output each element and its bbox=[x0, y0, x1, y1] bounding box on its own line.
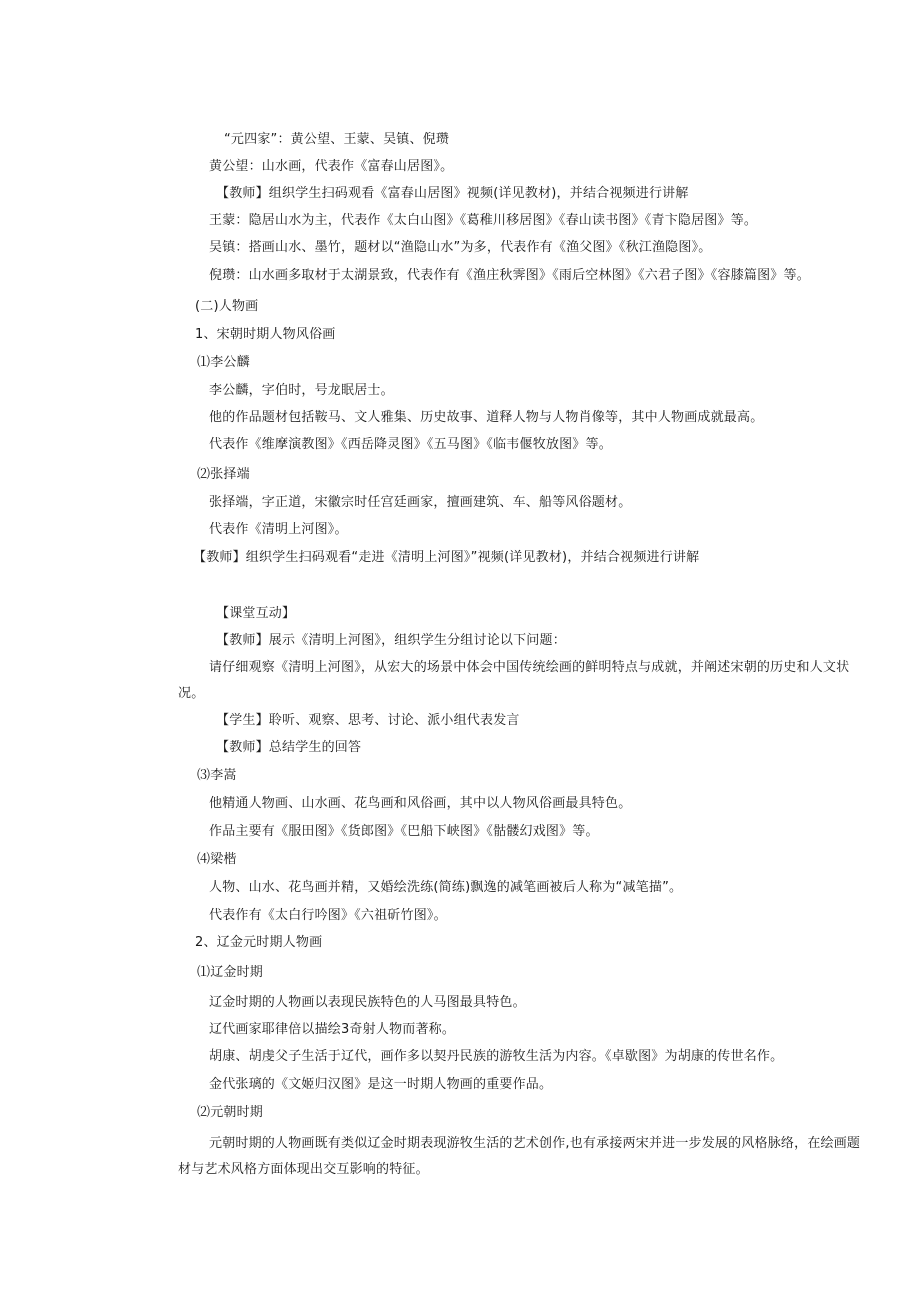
text-paragraph: 元朝时期的人物画既有类似辽金时期表现游牧生活的艺术创作,也有承接两宋并进一步发展的风格脉络，在绘画题材与艺术风格方面体现出交互影响的特征。 bbox=[178, 1136, 861, 1177]
text-line: 人物、山水、花鸟画并精，又婚绘洗练(简练)飘逸的减笔画被后人称为“减笔描”。 bbox=[209, 880, 683, 895]
section-heading: (二)人物画 bbox=[195, 299, 259, 314]
text-line: 他精通人物画、山水画、花鸟画和风俗画，其中以人物风俗画最具特色。 bbox=[209, 796, 632, 811]
text-line: 【课堂互动】 bbox=[216, 606, 296, 621]
subsection-heading: 1、宋朝时期人物风俗画 bbox=[195, 327, 336, 342]
text-paragraph: 请仔细观察《清明上河图》，从宏大的场景中体会中国传统绘画的鲜明特点与成就，并阐述宋朝的历史和人文状况。 bbox=[178, 660, 850, 701]
text-line: 倪瓒：山水画多取材于太湖景致，代表作有《渔庄秋霁图》《雨后空林图》《六君子图》《容膝篇图》等。 bbox=[209, 268, 810, 283]
item-heading: ⑵张择端 bbox=[197, 467, 250, 482]
item-heading: ⑵元朝时期 bbox=[197, 1105, 264, 1120]
text-line: 作品主要有《服田图》《货郎图》《巴船下峡图》《骷髅幻戏图》等。 bbox=[209, 824, 599, 839]
text-line: 辽代画家耶律倍以描绘3奇射人物而著称。 bbox=[209, 1022, 456, 1037]
item-heading: ⑶李嵩 bbox=[197, 768, 237, 783]
item-heading: ⑴李公麟 bbox=[197, 355, 250, 370]
text-line: “元四家”：黄公望、王蒙、吴镇、倪瓒 bbox=[224, 132, 450, 147]
text-line: 金代张璃的《文姬归汉图》是这一时期人物画的重要作品。 bbox=[209, 1077, 553, 1092]
text-line: 张择端，字正道，宋徽宗时任宫廷画家，擅画建筑、车、船等风俗题材。 bbox=[209, 495, 632, 510]
text-line: 辽金时期的人物画以表现民族特色的人马图最具特色。 bbox=[209, 995, 526, 1010]
text-line: 他的作品题材包括鞍马、文人雅集、历史故事、道释人物与人物肖像等，其中人物画成就最高。 bbox=[209, 410, 764, 425]
item-heading: ⑴辽金时期 bbox=[197, 965, 264, 980]
text-line: 【教师】总结学生的回答 bbox=[216, 740, 362, 755]
text-line: 黄公望：山水画，代表作《富春山居图》。 bbox=[209, 159, 454, 174]
text-line: 李公麟，字伯时，号龙眠居士。 bbox=[209, 383, 394, 398]
item-heading: ⑷梁楷 bbox=[197, 852, 237, 867]
text-line: 代表作《维摩演教图》《西岳降灵图》《五马图》《临韦偃牧放图》等。 bbox=[209, 437, 612, 452]
text-line: 【教师】展示《清明上河图》，组织学生分组讨论以下问题： bbox=[216, 633, 566, 648]
text-line: 代表作有《太白行吟图》《六祖斫竹图》。 bbox=[209, 908, 447, 923]
text-line: 【教师】组织学生扫码观看“走进《清明上河图》”视频(详见教材)，并结合视频进行讲解 bbox=[193, 550, 700, 565]
text-line: 吴镇：搭画山水、墨竹，题材以“渔隐山水”为多，代表作有《渔父图》《秋江渔隐图》。 bbox=[209, 240, 712, 255]
text-line: 【教师】组织学生扫码观看《富春山居图》视频(详见教材)，并结合视频进行讲解 bbox=[216, 186, 689, 201]
text-line: 【学生】聆听、观察、思考、讨论、派小组代表发言 bbox=[216, 713, 520, 728]
text-line: 王蒙：隐居山水为主，代表作《太白山图》《葛稚川移居图》《春山读书图》《青卞隐居图》等。 bbox=[209, 213, 758, 228]
text-line: 代表作《清明上河图》。 bbox=[209, 522, 348, 537]
text-line: 胡康、胡虔父子生活于辽代，画作多以契丹民族的游牧生活为内容。《卓歇图》为胡康的传世名作。 bbox=[209, 1049, 784, 1064]
subsection-heading: 2、辽金元时期人物画 bbox=[195, 935, 323, 950]
